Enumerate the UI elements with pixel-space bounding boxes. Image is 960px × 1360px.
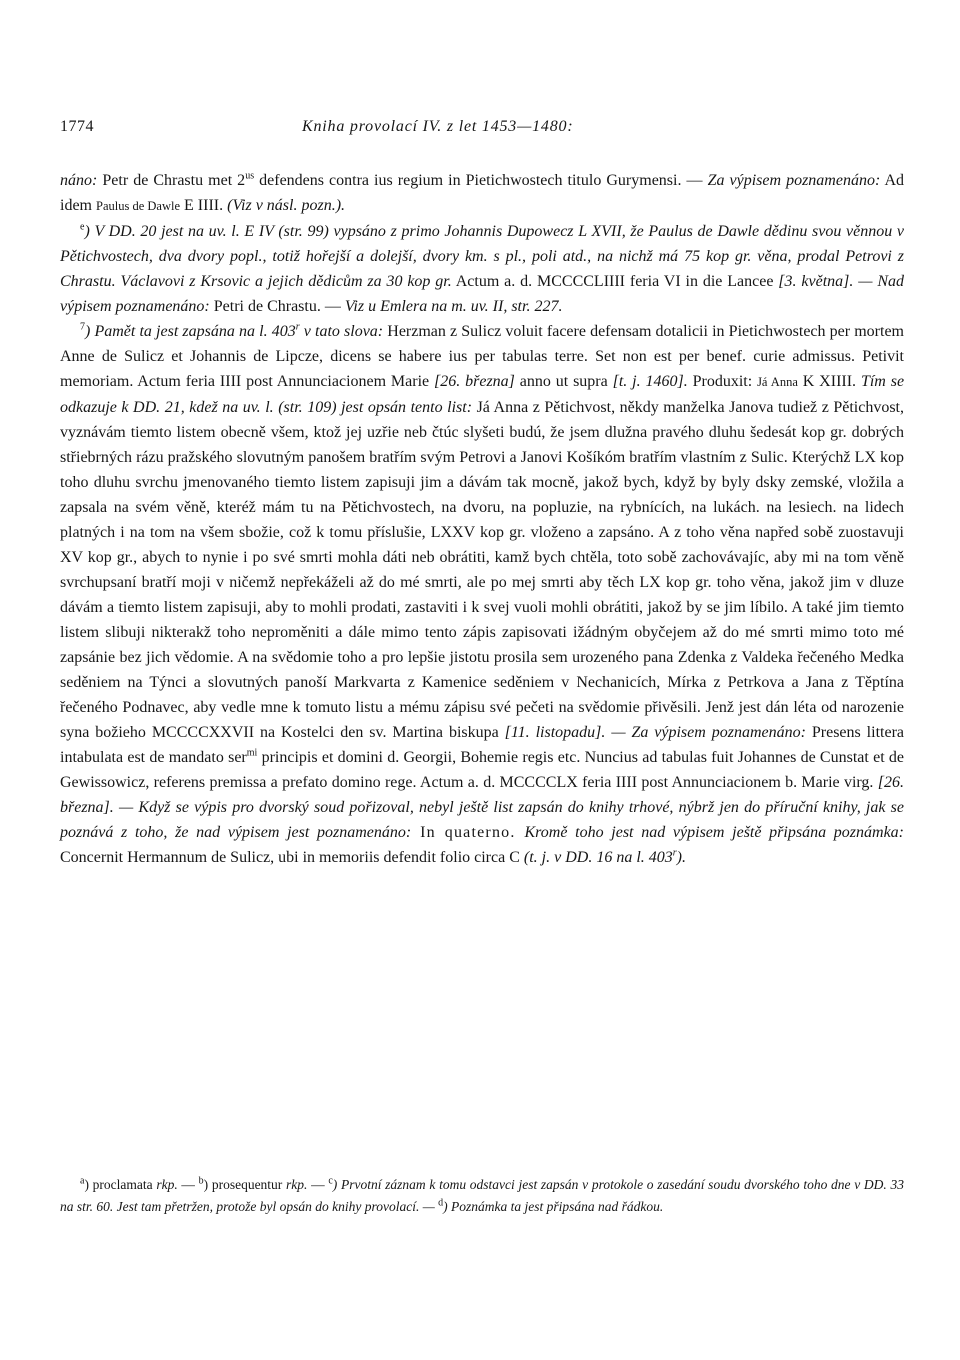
text-span: Produxit: xyxy=(687,373,758,390)
superscript: r xyxy=(672,847,677,859)
superscript: us xyxy=(245,170,255,182)
text-span: defendens contra ius regium in Pietichwostech titulo Gurymensi. — xyxy=(254,172,708,189)
text-span: v tato slova: xyxy=(299,323,384,340)
footnotes xyxy=(60,1174,904,1218)
text-span: rkp. xyxy=(156,1177,178,1192)
text-span: [3. května]. — Nad výpisem poznamenáno: xyxy=(60,273,905,315)
text-span: Paulus de Dawle xyxy=(96,199,181,213)
text-span: ) proclamata xyxy=(84,1177,157,1192)
text-span: [26. března]. — Když se výpis pro dvorský soud pořizoval, nebyl ještě list zapsán do knihy trhové, nýbrž jen do příruční knihy, jak se poznává z toho, že nad výpisem jest poznamenáno: xyxy=(60,774,904,841)
text-span: Ad idem xyxy=(60,172,905,214)
text-span: [26. března] xyxy=(434,373,515,390)
text-span: Actum a. d. MCCCCLIIII feria VI in die Lancee xyxy=(451,273,779,290)
text-span: Presens littera intabulata est de mandato ser xyxy=(60,724,904,766)
note-paragraph-e xyxy=(60,219,904,319)
text-span: Tím se odkazuje k DD. 21, kdež na uv. l. (str. 109) jest opsán tento list: xyxy=(60,373,905,416)
page-number: 1774 xyxy=(60,118,94,135)
note-marker: 7 xyxy=(80,321,85,333)
text-span: Petri de Chrastu. — xyxy=(209,298,345,315)
glyph-symbol: C xyxy=(509,849,520,866)
text-span: rkp. xyxy=(286,1177,308,1192)
note-marker: e xyxy=(80,221,85,233)
text-span: [t. j. 1460]. xyxy=(612,373,688,390)
footnote-marker: d xyxy=(438,1197,444,1209)
text-span: Concernit Hermannum de Sulicz, ubi in memoriis defendit folio circa xyxy=(60,849,510,866)
text-span: Herzman z Sulicz voluit facere defensam dotalicii in Pietichwostech per mortem Anne de Sulicz et Johannis de Lipcze, dicens se habere ius per tabulas terre. Set non est per benef. curie admissus. Petivit memoriam. Actum feria IIII post Annunciacionem Marie xyxy=(60,323,905,390)
text-span: ) prosequentur xyxy=(203,1177,287,1192)
footnote-block: $^a$) proclamata rkp. — $^b$) prosequentur rkp. — $^c$) Prvotní záznam k tomu odstavci jest zapsán v protokole o zasedání soudu dvorského toho dne v DD. 33 na str. 60. Jest tam přetržen, protože byl opsán do knihy provolací. — $^d$) Poznámka ta jest připsána nad řádkou. xyxy=(60,1175,905,1214)
text-span: (Viz v násl. pozn.). xyxy=(227,197,346,214)
text-span: Za výpisem poznamenáno: xyxy=(707,172,881,189)
running-title: Kniha provolací IV. z let 1453—1480: xyxy=(302,118,574,135)
text-span: (t. j. v DD. 16 na l. 403 xyxy=(519,849,673,866)
text-span: anno ut supra xyxy=(514,373,613,390)
superscript: r xyxy=(295,321,300,333)
text-span: náno: xyxy=(60,172,98,189)
text-span: K XIIII. xyxy=(797,373,861,390)
text-span: Já Anna z Pětichvost, někdy manželka Janova tudiež z Pětichvost, vyznávám tiemto listem obecně všem, ktož jej uzřie neb čtúc slyšeti budú, že jsem dlužna pravého dluhu šedesát kop gr. dobrých střiebrných rázu pražského slovutným panošem bratřím svým Petrovi a Janovi Košíkóm bratřím vlastním z Sulic. Kterýchž LX kop toho dluhu svrchu jmenovaného tiemto listem zapisuji jim a dávám tak mocně, jakož bych, když by byly dsky zemské, vložila a zapsala na svém věně, kteréž mám tu na Pětichvostech, na dvoru, na popluzie, na rybnících, na lukách. na lesiech. na lidech platných i na tom na všem sbožie, což k tomu příslušie, LXXV kop gr. vloženo a zapsáno. A z toho věna napřed sobě zuostavuji XV kop gr., abych to nynie i po své smrti mohla dáti neb obrátiti, kamž bych chtěla, toto sobě zachovávajíc, aby mi na tom věně svrchupsaní bratří moji v ničemž nepřekáželi až do mé smrti, ale po mej smrti aby těch LX kop gr. toho věna, jakož jim v dluze dávám a tiemto listem zapisuji, aby to mohli prodati, zastaviti i k svej vuoli mohli obrátiti, jakož by se jim líbilo. A také jim tiemto listem slibuji nikterakž toho neproměniti a dále mimo tento zápis zapisovati ižádným obyčejem až do mé smrti mimo toto mé zapsánie bez jich vědomie. A na svědomie toho a pro lepšie jistotu prosila sem urozeného pana Zdenka z Valdeka řečeného Medka seděniem na Týnci a slovutných panoší Markvarta z Kamenice seděniem v Nechanicích, Mírka z Petrkova a Jana z Těptína řečeného Podnavec, aby vedle mne k tomuto listu a mému zápisu své pečeti na svědomie přivěsili. Jenž jest dán léta od narozenie syna božieho MCCCCXXVII na Kostelci den sv. Martina biskupa xyxy=(60,399,905,741)
footnote-marker: c xyxy=(328,1175,333,1187)
text-span: Kromě toho jest nad výpisem ještě připsána poznámka: xyxy=(524,824,904,841)
text-span: ). xyxy=(676,849,686,866)
text-span: [11. listopadu]. — Za výpisem poznamenáno: xyxy=(504,724,806,741)
main-text xyxy=(60,168,904,870)
text-span: In quaterno. xyxy=(411,824,525,841)
footnote-marker: a xyxy=(80,1175,85,1187)
superscript: mi xyxy=(246,747,258,759)
text-span: Petr de Chrastu met 2 xyxy=(97,172,246,189)
text-span: ) Poznámka ta jest připsána nad řádkou. xyxy=(443,1199,664,1214)
text-span: Já Anna xyxy=(757,375,798,389)
text-span: ) Pamět ta jest zapsána na l. 403 xyxy=(85,323,296,340)
footnote-marker: b xyxy=(198,1175,204,1187)
text-span: ) Prvotní záznam k tomu odstavci jest zapsán v protokole o zasedání soudu dvorského toho dne v DD. 33 na str. 60. Jest tam přetržen, protože byl opsán do knihy provolací. — xyxy=(60,1177,905,1214)
running-header xyxy=(60,118,904,144)
text-span: E IIII. xyxy=(180,197,228,214)
text-span: Viz u Emlera na m. uv. II, str. 227. xyxy=(344,298,563,315)
paragraph-continuation xyxy=(60,168,904,219)
note-paragraph-7 xyxy=(60,319,904,870)
text-span: ) V DD. 20 jest na uv. l. E IV (str. 99) vypsáno z primo Johannis Dupowecz L XVII, že Paulus de Dawle dědinu svou věnnou v Pětichvostech, dva dvory popl., totiž hořejší a dolejší, dvory km. s pl., poli atd., na nichž má 75 kop gr. věna, prodal Petrovi z Chrastu. Václavovi z Krsovic a jejich dědicům za 30 kop gr. xyxy=(60,223,904,290)
text-span: principis et domini d. Georgii, Bohemie regis etc. Nuncius ad tabulas fuit Johannes de Cunstat et de Gewissowicz, referens premissa a prefato domino rege. Actum a. d. MCCCCLX feria IIII post Annunciacionem b. Marie virg. xyxy=(60,749,904,791)
